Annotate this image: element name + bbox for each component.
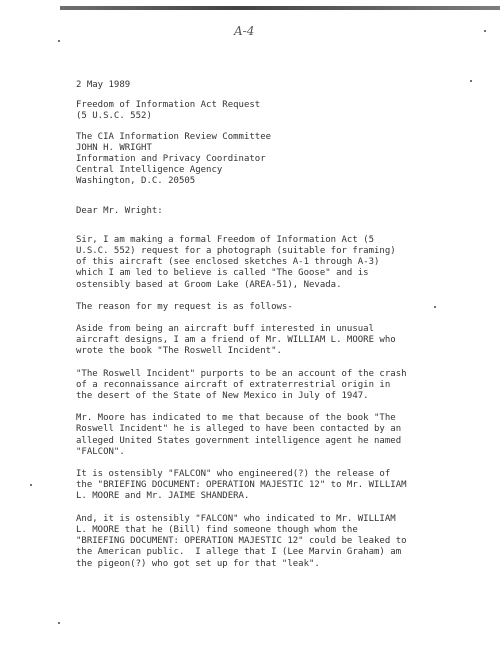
- paragraph-line: aircraft designs, I am a friend of Mr. WILLIAM L. MOORE who: [76, 335, 396, 346]
- recipient-line: Central Intelligence Agency: [76, 165, 223, 176]
- subject-line: (5 U.S.C. 552): [76, 111, 152, 122]
- letter-date: 2 May 1989: [76, 80, 131, 90]
- paragraph-line: Aside from being an aircraft buff interested in unusual: [76, 324, 375, 335]
- recipient-block: [76, 132, 486, 188]
- paragraph-line: U.S.C. 552) request for a photograph (suitable for framing): [76, 246, 396, 257]
- paragraph-line: And, it is ostensibly "FALCON" who indicated to Mr. WILLIAM: [76, 513, 396, 524]
- scan-speck: [30, 484, 32, 486]
- paragraph-line: "FALCON".: [76, 446, 125, 457]
- paragraph-line: the pigeon(?) who got set up for that "leak".: [76, 558, 320, 569]
- top-scan-rule: [60, 6, 500, 10]
- paragraph-line: L. MOORE that he (Bill) find someone though whom the: [76, 524, 358, 535]
- paragraph-line: ostensibly based at Groom Lake (AREA-51), Nevada.: [76, 279, 342, 290]
- paragraph: [76, 302, 486, 313]
- paragraph-line: the American public. I allege that I (Lee Marvin Graham) am: [76, 547, 402, 558]
- scan-speck: [58, 622, 60, 624]
- paragraph-line: the "BRIEFING DOCUMENT: OPERATION MAJESTIC 12" to Mr. WILLIAM: [76, 480, 407, 491]
- paragraph-line: L. MOORE and Mr. JAIME SHANDERA.: [76, 491, 250, 502]
- recipient-line: The CIA Information Review Committee: [76, 131, 272, 142]
- paragraph-line: Roswell Incident" he is alleged to have been contacted by an: [76, 424, 402, 435]
- paragraph-line: the desert of the State of New Mexico in July of 1947.: [76, 391, 369, 402]
- paragraph-line: The reason for my request is as follows-: [76, 301, 293, 312]
- paragraph-line: Sir, I am making a formal Freedom of Information Act (5: [76, 234, 375, 245]
- paragraph-line: of this aircraft (see enclosed sketches A-1 through A-3): [76, 257, 380, 268]
- paragraph: [76, 235, 486, 291]
- subject-line: Freedom of Information Act Request: [76, 100, 261, 111]
- scan-speck: [58, 40, 60, 42]
- recipient-line: Information and Privacy Coordinator: [76, 154, 266, 165]
- subject-block: [76, 100, 486, 122]
- salutation: Dear Mr. Wright:: [76, 205, 163, 216]
- paragraph-line: "BRIEFING DOCUMENT: OPERATION MAJESTIC 12" could be leaked to: [76, 536, 407, 547]
- paragraph: [76, 514, 486, 570]
- paragraph: [76, 324, 486, 358]
- paragraph-line: which I am led to believe is called "The Goose" and is: [76, 268, 369, 279]
- paragraph: [76, 369, 486, 403]
- paragraph-line: It is ostensibly "FALCON" who engineered(?) the release of: [76, 469, 391, 480]
- recipient-line: Washington, D.C. 20505: [76, 176, 196, 187]
- paragraph-line: wrote the book "The Roswell Incident".: [76, 346, 282, 357]
- paragraph-line: alleged United States government intelligence agent he named: [76, 435, 402, 446]
- paragraph-line: of a reconnaissance aircraft of extraterrestrial origin in: [76, 379, 391, 390]
- paragraph: [76, 413, 486, 458]
- paragraph-line: Mr. Moore has indicated to me that because of the book "The: [76, 413, 396, 424]
- paragraph-line: "The Roswell Incident" purports to be an account of the crash: [76, 368, 407, 379]
- scan-speck: [484, 30, 486, 32]
- page-mark: A-4: [234, 24, 255, 38]
- letter-body: [76, 80, 486, 570]
- paragraph: [76, 469, 486, 503]
- recipient-line: JOHN H. WRIGHT: [76, 142, 152, 153]
